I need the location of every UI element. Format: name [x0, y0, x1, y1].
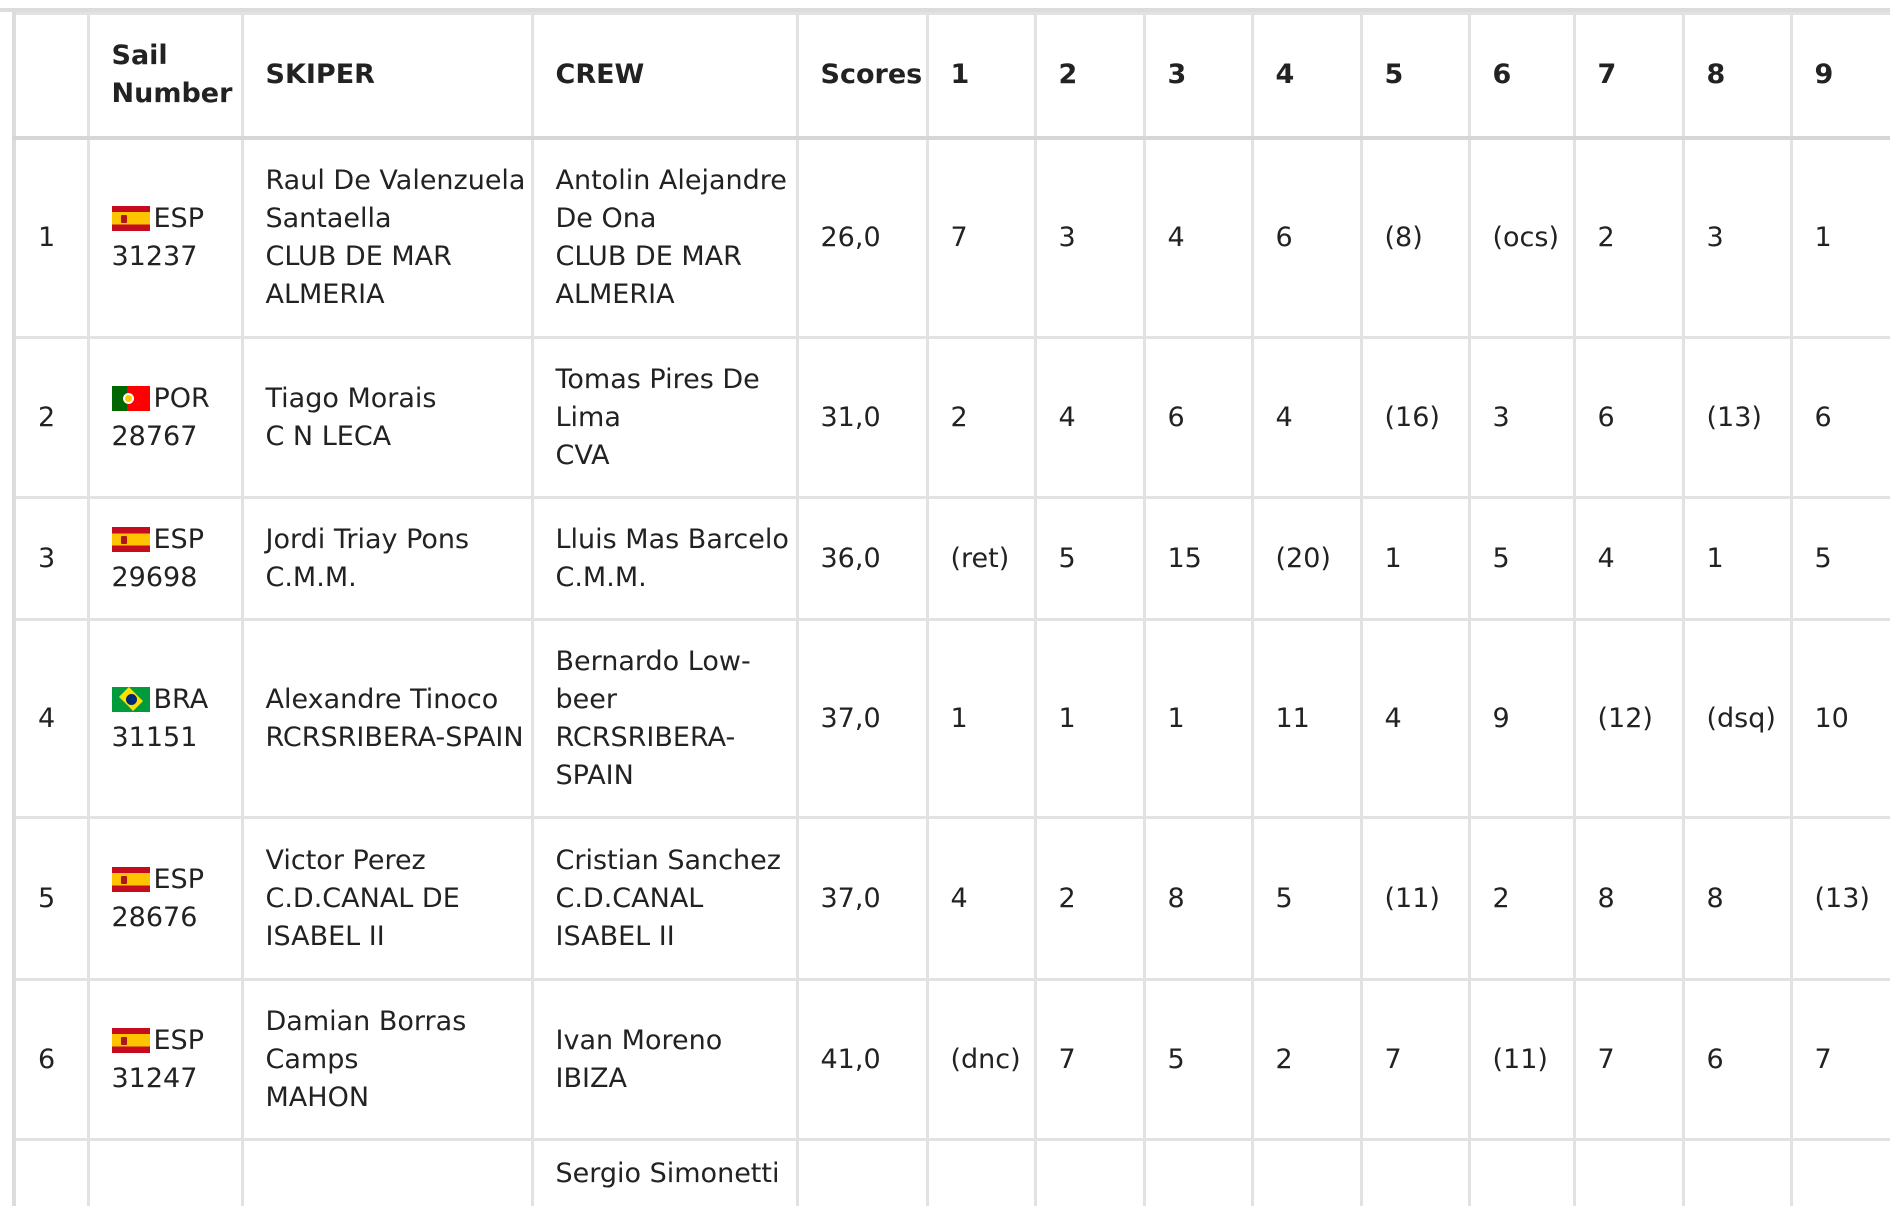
sail-number: 29698 [111, 561, 198, 593]
results-table [12, 12, 1890, 1206]
race-1-score-cell: 1 [927, 620, 1035, 818]
crew-name: Lluis Mas Barcelo [555, 523, 789, 555]
table-row[interactable] [14, 1140, 1890, 1206]
header-race-8[interactable]: 8 [1683, 14, 1791, 138]
header-skipper[interactable]: SKIPER [242, 14, 532, 138]
race-2-score-cell: 5 [1035, 498, 1144, 620]
skipper-cell [242, 620, 532, 818]
skipper-cell [242, 498, 532, 620]
header-row [14, 14, 1890, 138]
sail-number: 31151 [111, 721, 198, 753]
rank-cell: 5 [14, 818, 88, 980]
race-6-score-cell: 5 [1469, 498, 1574, 620]
rank-cell [14, 1140, 88, 1206]
spain-flag-icon [112, 527, 150, 552]
skipper-cell [242, 980, 532, 1140]
race-7-score-cell: 4 [1574, 498, 1683, 620]
race-8-score-cell: (dsq) [1683, 620, 1791, 818]
race-4-score-cell: (20) [1252, 498, 1361, 620]
crew-club: CLUB DE MAR ALMERIA [555, 240, 742, 310]
sail-number-cell [88, 818, 242, 980]
crew-name: Tomas Pires De Lima [555, 363, 760, 433]
crew-cell [532, 1140, 797, 1206]
country-code: BRA [153, 683, 209, 715]
race-9-score-cell: 7 [1791, 980, 1890, 1140]
skipper-club: RCRSRIBERA-SPAIN [265, 721, 524, 753]
brazil-flag-icon [112, 687, 150, 712]
header-race-4[interactable]: 4 [1252, 14, 1361, 138]
race-3-score-cell: 4 [1144, 138, 1252, 338]
skipper-club: CLUB DE MAR ALMERIA [265, 240, 452, 310]
skipper-name: Victor Perez [265, 844, 426, 876]
race-2-score-cell: 4 [1035, 338, 1144, 498]
race-5-score-cell: (11) [1361, 818, 1469, 980]
table-row[interactable] [14, 818, 1890, 980]
header-race-3[interactable]: 3 [1144, 14, 1252, 138]
rank-cell: 6 [14, 980, 88, 1140]
header-sail-number[interactable]: Sail Number [88, 14, 242, 138]
race-1-score-cell: 7 [927, 138, 1035, 338]
total-score-cell: 31,0 [797, 338, 927, 498]
top-border [0, 0, 1890, 12]
crew-cell [532, 338, 797, 498]
rank-cell: 1 [14, 138, 88, 338]
country-code: ESP [153, 523, 204, 555]
race-1-score-cell: (dnc) [927, 980, 1035, 1140]
race-2-score-cell [1035, 1140, 1144, 1206]
skipper-name: Alexandre Tinoco [265, 683, 499, 715]
header-race-7[interactable]: 7 [1574, 14, 1683, 138]
race-6-score-cell: 3 [1469, 338, 1574, 498]
crew-club: C.M.M. [555, 561, 647, 593]
race-8-score-cell [1683, 1140, 1791, 1206]
skipper-club: C N LECA [265, 420, 392, 452]
race-5-score-cell: (8) [1361, 138, 1469, 338]
table-row[interactable] [14, 980, 1890, 1140]
race-5-score-cell: (16) [1361, 338, 1469, 498]
crew-name: Bernardo Low-beer [555, 645, 751, 715]
race-4-score-cell: 6 [1252, 138, 1361, 338]
crew-cell [532, 498, 797, 620]
race-9-score-cell: 5 [1791, 498, 1890, 620]
rank-cell: 3 [14, 498, 88, 620]
header-crew[interactable]: CREW [532, 14, 797, 138]
skipper-cell [242, 138, 532, 338]
race-2-score-cell: 1 [1035, 620, 1144, 818]
race-3-score-cell: 15 [1144, 498, 1252, 620]
race-5-score-cell: 7 [1361, 980, 1469, 1140]
race-1-score-cell: 4 [927, 818, 1035, 980]
crew-name: Sergio Simonetti [555, 1158, 780, 1189]
spain-flag-icon [112, 1028, 150, 1053]
race-3-score-cell: 5 [1144, 980, 1252, 1140]
skipper-cell [242, 338, 532, 498]
race-8-score-cell: 8 [1683, 818, 1791, 980]
crew-name: Cristian Sanchez [555, 844, 781, 876]
race-6-score-cell: (ocs) [1469, 138, 1574, 338]
race-5-score-cell: 4 [1361, 620, 1469, 818]
total-score-cell: 37,0 [797, 620, 927, 818]
header-race-5[interactable]: 5 [1361, 14, 1469, 138]
skipper-cell [242, 1140, 532, 1206]
race-1-score-cell: 2 [927, 338, 1035, 498]
header-race-2[interactable]: 2 [1035, 14, 1144, 138]
race-5-score-cell [1361, 1140, 1469, 1206]
country-code: ESP [153, 202, 204, 234]
race-9-score-cell: 1 [1791, 138, 1890, 338]
race-6-score-cell [1469, 1140, 1574, 1206]
race-9-score-cell [1791, 1140, 1890, 1206]
race-2-score-cell: 7 [1035, 980, 1144, 1140]
crew-cell [532, 818, 797, 980]
race-8-score-cell: 3 [1683, 138, 1791, 338]
race-7-score-cell [1574, 1140, 1683, 1206]
sail-number-cell [88, 620, 242, 818]
skipper-name: Raul De Valenzuela Santaella [265, 164, 526, 234]
total-score-cell: 26,0 [797, 138, 927, 338]
skipper-club: MAHON [265, 1081, 370, 1113]
race-5-score-cell: 1 [1361, 498, 1469, 620]
rank-cell: 2 [14, 338, 88, 498]
total-score-cell: 36,0 [797, 498, 927, 620]
race-8-score-cell: (13) [1683, 338, 1791, 498]
race-3-score-cell: 1 [1144, 620, 1252, 818]
crew-club: CVA [555, 439, 610, 471]
sail-number: 31247 [111, 1062, 198, 1094]
crew-club: IBIZA [555, 1062, 627, 1094]
table-row[interactable] [14, 338, 1890, 498]
race-8-score-cell: 6 [1683, 980, 1791, 1140]
race-2-score-cell: 3 [1035, 138, 1144, 338]
sail-number-cell [88, 1140, 242, 1206]
race-7-score-cell: 6 [1574, 338, 1683, 498]
total-score-cell: 37,0 [797, 818, 927, 980]
total-score-cell: 41,0 [797, 980, 927, 1140]
race-7-score-cell: 8 [1574, 818, 1683, 980]
country-code: ESP [153, 1024, 204, 1056]
race-6-score-cell: 9 [1469, 620, 1574, 818]
race-4-score-cell [1252, 1140, 1361, 1206]
race-3-score-cell: 8 [1144, 818, 1252, 980]
crew-cell [532, 138, 797, 338]
sail-number-cell [88, 338, 242, 498]
portugal-flag-icon [112, 386, 150, 411]
header-scores[interactable]: Scores [797, 14, 927, 138]
spain-flag-icon [112, 867, 150, 892]
skipper-name: Tiago Morais [265, 382, 437, 414]
results-body [14, 138, 1890, 1206]
sail-number-cell [88, 138, 242, 338]
header-race-6[interactable]: 6 [1469, 14, 1574, 138]
crew-cell [532, 980, 797, 1140]
sail-number: 28676 [111, 901, 198, 933]
race-2-score-cell: 2 [1035, 818, 1144, 980]
race-1-score-cell: (ret) [927, 498, 1035, 620]
race-7-score-cell: (12) [1574, 620, 1683, 818]
table-row[interactable] [14, 138, 1890, 338]
crew-club: RCRSRIBERA-SPAIN [555, 721, 736, 791]
skipper-name: Damian Borras Camps [265, 1005, 467, 1075]
country-code: ESP [153, 863, 204, 895]
race-4-score-cell: 2 [1252, 980, 1361, 1140]
race-4-score-cell: 5 [1252, 818, 1361, 980]
race-3-score-cell [1144, 1140, 1252, 1206]
race-9-score-cell: 10 [1791, 620, 1890, 818]
race-9-score-cell: (13) [1791, 818, 1890, 980]
table-row[interactable] [14, 498, 1890, 620]
race-6-score-cell: 2 [1469, 818, 1574, 980]
header-race-1[interactable]: 1 [927, 14, 1035, 138]
crew-name: Ivan Moreno [555, 1024, 723, 1056]
crew-club: C.D.CANAL ISABEL II [555, 882, 704, 952]
race-1-score-cell [927, 1140, 1035, 1206]
sail-number: 31237 [111, 240, 198, 272]
table-row[interactable] [14, 620, 1890, 818]
skipper-name: Jordi Triay Pons [265, 523, 470, 555]
total-score-cell [797, 1140, 927, 1206]
race-9-score-cell: 6 [1791, 338, 1890, 498]
spain-flag-icon [112, 206, 150, 231]
race-7-score-cell: 7 [1574, 980, 1683, 1140]
sail-number-cell [88, 980, 242, 1140]
sail-number: 28767 [111, 420, 198, 452]
crew-name: Antolin Alejandre De Ona [555, 164, 787, 234]
race-3-score-cell: 6 [1144, 338, 1252, 498]
header-race-9[interactable]: 9 [1791, 14, 1890, 138]
crew-cell [532, 620, 797, 818]
skipper-club: C.D.CANAL DE ISABEL II [265, 882, 460, 952]
country-code: POR [153, 382, 210, 414]
race-6-score-cell: (11) [1469, 980, 1574, 1140]
race-8-score-cell: 1 [1683, 498, 1791, 620]
skipper-club: C.M.M. [265, 561, 357, 593]
race-7-score-cell: 2 [1574, 138, 1683, 338]
sail-number-cell [88, 498, 242, 620]
header-rank [14, 14, 88, 138]
race-4-score-cell: 4 [1252, 338, 1361, 498]
skipper-cell [242, 818, 532, 980]
race-4-score-cell: 11 [1252, 620, 1361, 818]
rank-cell: 4 [14, 620, 88, 818]
